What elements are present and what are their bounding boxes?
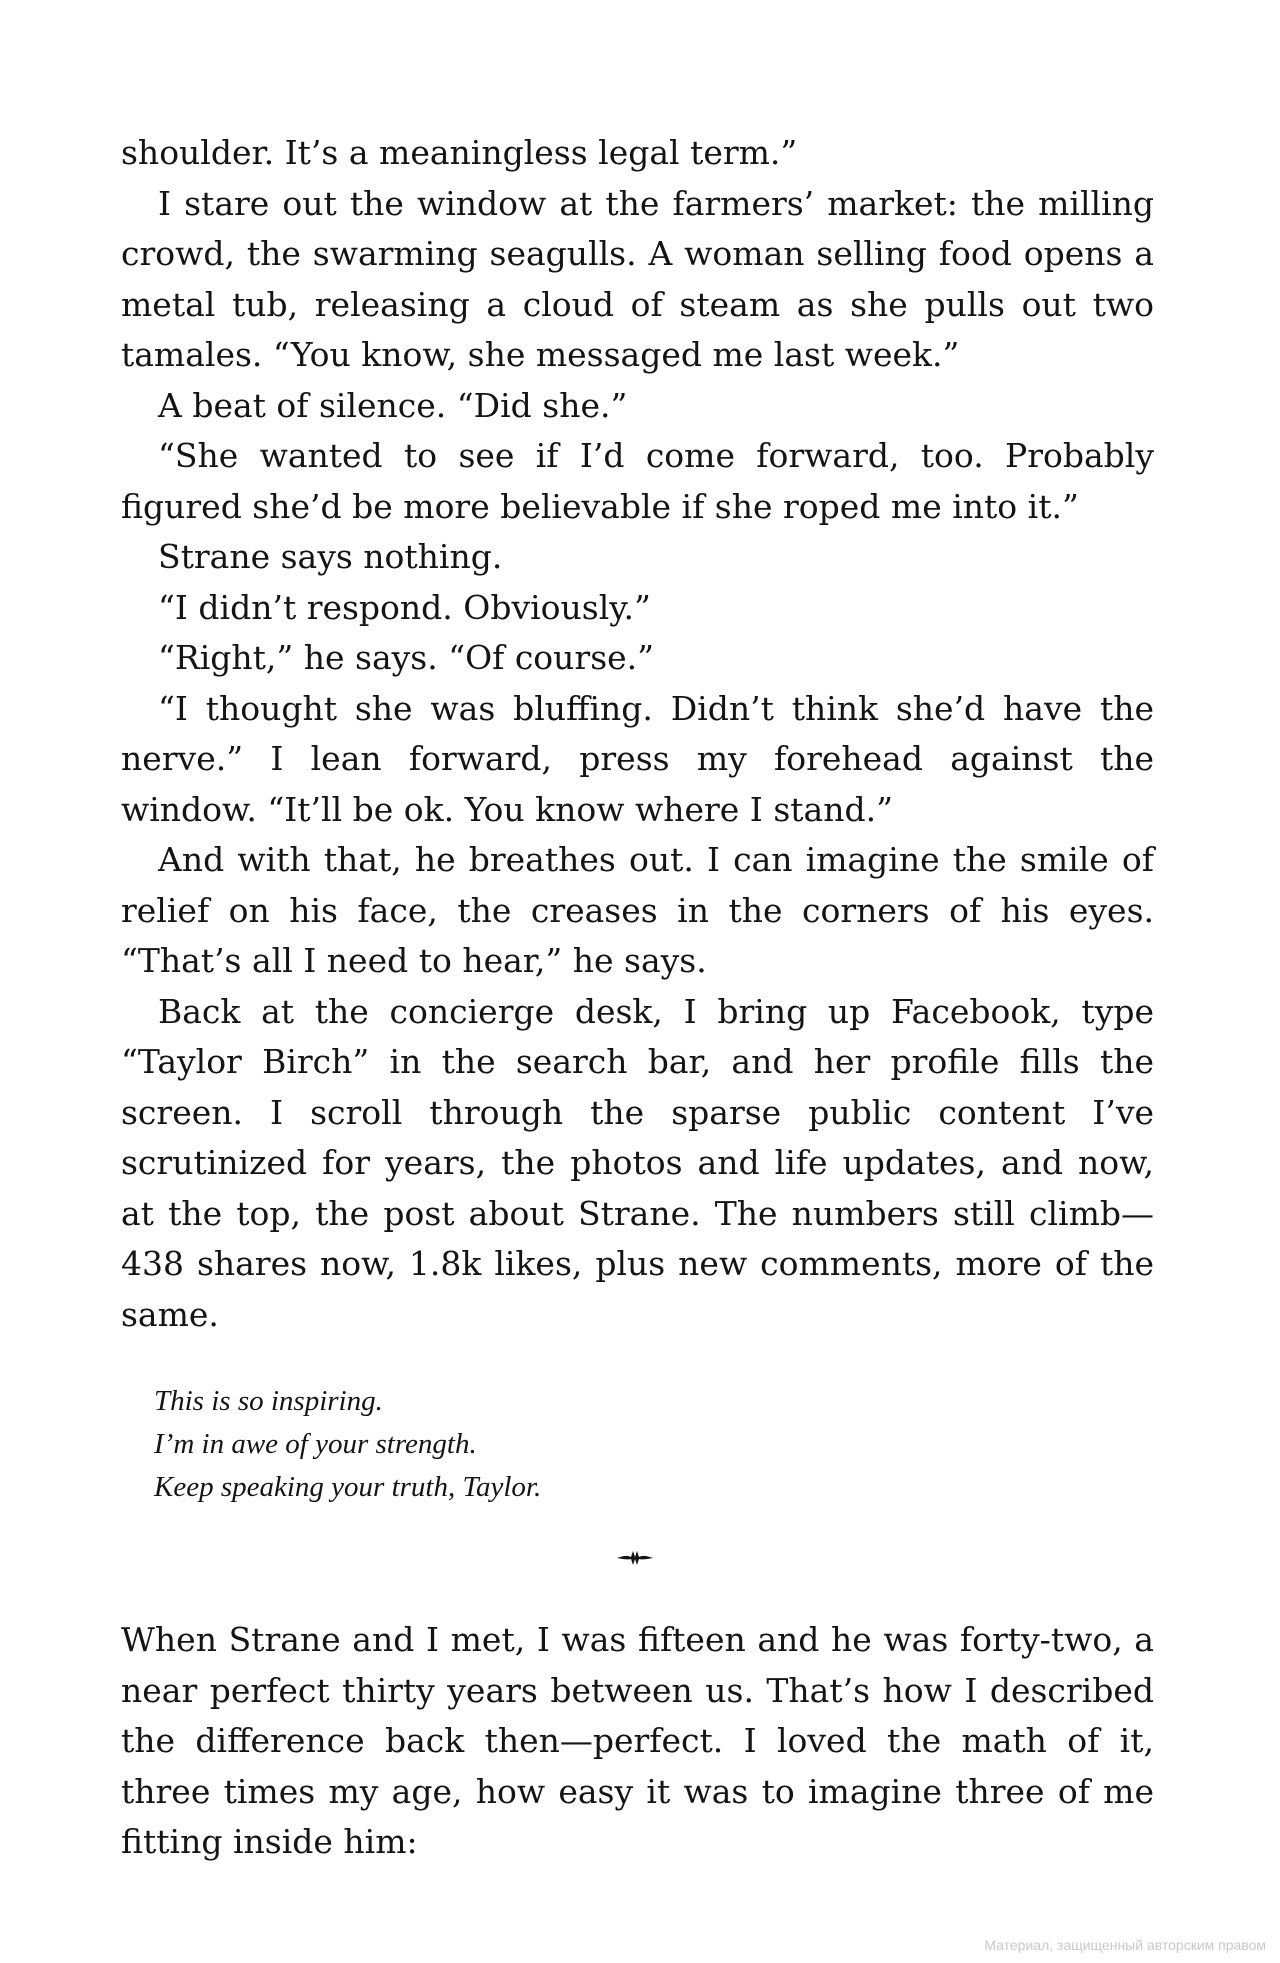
quoted-comments bbox=[154, 1380, 1154, 1509]
comment-line: Keep speaking your truth, Taylor. bbox=[154, 1471, 542, 1503]
paragraph: A beat of silence. “Did she.” bbox=[158, 385, 628, 425]
paragraph: I stare out the window at the farmers’ market: the milling crowd, the swarming seagulls. A woman selling food opens a metal tub, releasing a cloud of steam as she pulls out two tamales. “You know, she messaged me last week.” bbox=[121, 183, 1154, 374]
comment-line: I’m in awe of your strength. bbox=[154, 1428, 477, 1460]
copyright-watermark: Материал, защищенный авторским правом bbox=[984, 1937, 1266, 1953]
comment-line: This is so inspiring. bbox=[154, 1385, 383, 1417]
paragraph: “I thought she was bluffing. Didn’t think she’d have the nerve.” I lean forward, press my forehead against the window. “It’ll be ok. You know where I stand.” bbox=[121, 688, 1154, 829]
paragraph: Back at the concierge desk, I bring up Facebook, type “Taylor Birch” in the search bar, and her profile fills the screen. I scroll through the sparse public content I’ve scrutinized for years, the photos and life updates, and now, at the top, the post about Strane. The numbers still climb—438 shares now, 1.8k likes, plus new comments, more of the same. bbox=[121, 991, 1154, 1334]
paragraph: “Right,” he says. “Of course.” bbox=[158, 638, 655, 677]
paragraph: Strane says nothing. bbox=[158, 537, 503, 576]
book-page bbox=[121, 128, 1154, 1868]
paragraph: “She wanted to see if I’d come forward, too. Probably figured she’d be more believable if she roped me into it.” bbox=[121, 436, 1154, 526]
body-text bbox=[121, 128, 1154, 1340]
paragraph: shoulder. It’s a meaningless legal term.” bbox=[121, 133, 798, 172]
section-break-ornament-icon bbox=[615, 1545, 655, 1569]
paragraph-after-break: When Strane and I met, I was fifteen and he was forty-two, a near perfect thirty years between us. That’s how I described the difference back then—perfect. I loved the math of it, three times my age, how easy it was to imagine three of me fitting inside him: bbox=[121, 1620, 1154, 1861]
paragraph: “I didn’t respond. Obviously.” bbox=[158, 587, 651, 627]
paragraph: And with that, he breathes out. I can imagine the smile of relief on his face, the creases in the corners of his eyes. “That’s all I need to hear,” he says. bbox=[121, 840, 1154, 980]
